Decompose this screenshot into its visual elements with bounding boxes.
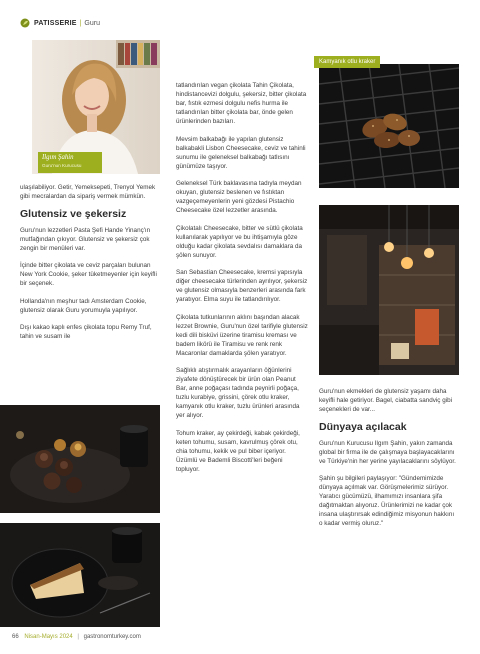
paragraph: Dışı kakao kaplı enfes çikolata topu Remy Truf, tahin ve susam ile: [20, 324, 152, 340]
header-divider: |: [79, 19, 82, 27]
paragraph: San Sebastian Cheesecake, kremsi yapısıyla diğer cheesecake türlerinden ayrılıyor, şekersiz ve glutensiz olmasıyla benzerleri arasında fark yaratıyor. Elma suyu ile tatlandırılıyor.: [176, 269, 308, 303]
chef-role: Guru'nun Kurucusu: [42, 163, 82, 168]
footer-divider: |: [77, 634, 79, 640]
paragraph: ulaşılabiliyor. Getir, Yemeksepeti, Trenyol Yemek gibi mecralardan da sipariş vermek mümkün.: [20, 184, 156, 200]
paragraph: Geleneksel Türk baklavasına tadıyla meydan okuyan, glutensiz beslenen ve fıstıktan vazgeçemeyenlerin yeni gözdesi Pistachio Cheesecake özel lezzetler arasında.: [176, 180, 302, 214]
paragraph: Şahin şu bilgileri paylaşıyor: "Gündemimizde dünyaya açılmak var. Görüşmelerimiz sürüyor. Yaratıcı gücümüzü, ilhamımızı insanlara şifa dağıtmaktan alıyoruz. Ürünlerimizi ne kadar çok insana ulaştırırsak edindiğimiz misyonun hakkını o kadar vermiş oluruz.": [319, 475, 455, 527]
paragraph: Çikolatalı Cheesecake, bitter ve sütlü çikolata kullanılarak yapılıyor ve bu ihtişamıyla göze olduğu kadar çikolata sevdalısı damaklara da şölen sunuyor.: [176, 224, 303, 259]
paragraph: İçinde bitter çikolata ve ceviz parçaları bulunan New York Cookie, şeker tüketmeyenler için keyifli bir seçenek.: [20, 262, 157, 287]
section-title: PATISSERIE: [34, 19, 77, 27]
paragraph: Sağlıklı atıştırmalık arayanların öğünlerini ziyafete dönüştürecek bir ürün olan Peanut Bar, anne poğaçası tadında peynirli poğaça, tuzlu kurabiye, grissini, çörek otlu kraker, kamyanık otlu kraker, tuzlu ürünleri arasında yer alıyor.: [176, 367, 300, 419]
paragraph: Guru'nun Kurucusu Ilgım Şahin, yakın zamanda global bir firma ile de çalışmaya başlayacaklarını ve Türkiye'nin her yerine yayılacaklarını söylüyor.: [319, 439, 456, 465]
paragraph: Çikolata tutkunlarının aklını başından alacak lezzet Brownie, Guru'nun özel tarifiyle glutensiz kedi dili bisküvi üzerine tiramisu kreması ve badem likörü ile Tiramisu ve renk renk Macaronlar damaklarda şölen yaratıyor.: [176, 313, 308, 357]
issue-date: Nisan-Mayıs 2024: [24, 634, 73, 640]
chef-name: Ilgım Şahin: [42, 154, 74, 161]
paragraph: Tohum kraker, ay çekirdeği, kabak çekirdeği, keten tohumu, susam, kavrulmuş çörek otu, chia tohumu, kekik ve pul biber içeriyor. Üzümlü ve Bademli Biscotti'leri beğeni topluyor.: [176, 429, 300, 473]
website-link[interactable]: gastronomturkey.com: [83, 634, 141, 640]
cracker-photo: [319, 64, 459, 188]
subheading-gluten-free: Glutensiz ve şekersiz: [20, 207, 127, 220]
paragraph: Hollanda'nın meşhur tadı Amsterdam Cookie, glutensiz olarak Guru yorumuyla yapılıyor.: [20, 297, 147, 314]
cheesecake-slice-photo: [0, 523, 160, 627]
leaf-logo-icon: [20, 18, 30, 28]
shop-interior-photo: [319, 205, 459, 375]
paragraph: Guru'nun ekmekleri de glutensiz yaşamı daha keyifli hale getiriyor. Bagel, ciabatta sandviç gibi seçenekleri de var...: [319, 388, 453, 413]
paragraph: Guru'nun lezzetleri Pasta Şefi Hande Yinanç'ın mutfağından çıkıyor. Glutensiz ve şekersiz çok zengin bir menüleri var.: [20, 226, 151, 252]
section-header: [20, 17, 100, 29]
chef-name-tag: [38, 152, 102, 173]
article-column-1: [20, 183, 164, 350]
truffle-dessert-photo: [0, 405, 160, 513]
paragraph: Mevsim balkabağı ile yapılan glutensiz balkabakli Lisbon Cheesecake, ceviz ve tahinli sunumu ile geleneksel balkabağı tatlısını günümüze taşıyor.: [176, 135, 306, 170]
article-column-2: [176, 81, 308, 482]
subsection-title: Guru: [84, 19, 100, 27]
page-number: 66: [12, 634, 19, 640]
paragraph: tatlandırılan vegan çikolata Tahin Çikolata, hindistancevizi dolgulu, şekersiz, bitter çikolata bar, fıstık ezmesi dolgulu nefis hurma ile tatlandırılan bitter çikolata bar, önde gelen ürünlerinden bazıları.: [176, 82, 307, 125]
photo-caption-tag: Kamyanık otlu kraker: [314, 56, 380, 68]
article-column-3: [319, 387, 459, 537]
page-footer: [12, 634, 141, 640]
subheading-going-global: Dünyaya açılacak: [319, 420, 407, 433]
